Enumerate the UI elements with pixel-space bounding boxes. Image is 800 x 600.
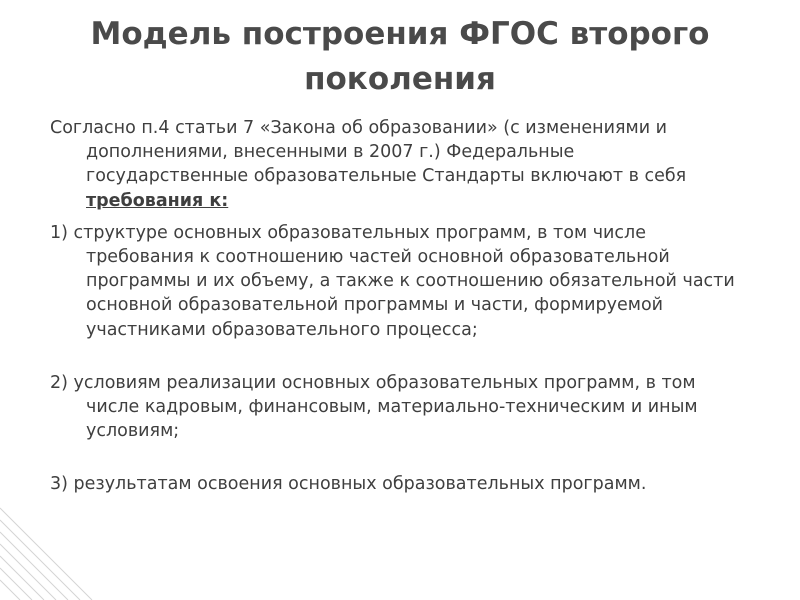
- list-item-conditions: 2) условиям реализации основных образовательных программ, в том числе кадровым, финансовым, материально-техническим и иным условиям;: [50, 372, 698, 442]
- intro-paragraph: [50, 116, 740, 213]
- slide-body: [50, 116, 740, 497]
- list-item-structure: 1) структуре основных образовательных программ, в том числе требования к соотношению частей основной образовательной программы и их объему, а также к соотношению обязательной части основной образовательной программы и части, формируемой участниками образовательного процесса;: [50, 222, 735, 340]
- list-item-results: 3) результатам освоения основных образовательных программ.: [50, 474, 647, 495]
- requirements-keyword: требования к:: [86, 190, 229, 211]
- slide-title: Модель построения ФГОС второго поколения: [90, 16, 710, 97]
- corner-decoration: [0, 490, 110, 600]
- intro-text: Согласно п.4 статьи 7 «Закона об образовании» (с изменениями и дополнениями, внесенными в 2007 г.) Федеральные государственные образовательные Стандарты включают в себя: [50, 118, 687, 187]
